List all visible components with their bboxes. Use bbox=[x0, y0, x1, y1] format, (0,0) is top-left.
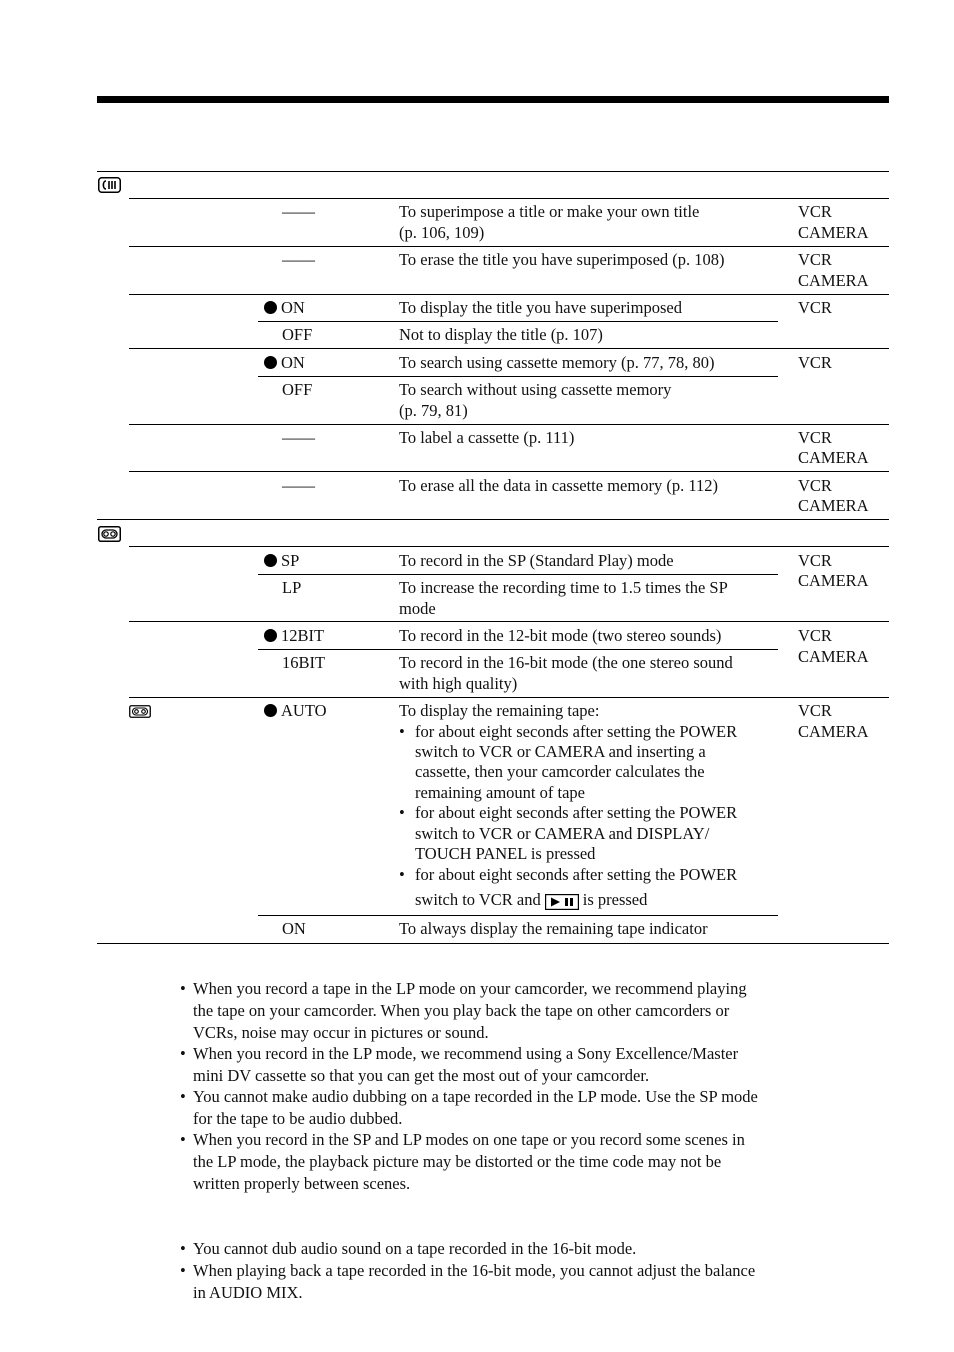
bullet-line: • for about eight seconds after setting the POWER bbox=[399, 722, 738, 741]
row-rule bbox=[129, 246, 889, 247]
table-top-rule bbox=[97, 171, 889, 172]
row-description: To display the remaining tape: bbox=[399, 701, 600, 720]
power-mode: VCR bbox=[798, 428, 832, 447]
default-marker-icon bbox=[264, 554, 277, 567]
note-line: When you record in the SP and LP modes on one tape or you record some scenes in bbox=[193, 1130, 745, 1149]
setting-label: ON bbox=[282, 919, 306, 938]
row-rule bbox=[129, 424, 889, 425]
setting-default bbox=[264, 353, 305, 374]
power-mode: CAMERA bbox=[798, 448, 869, 467]
header-rule bbox=[97, 96, 889, 103]
default-marker-icon bbox=[264, 629, 277, 642]
sub-row-rule bbox=[258, 376, 778, 377]
row-description: To label a cassette (p. 111) bbox=[399, 428, 575, 447]
bullet-line: • for about eight seconds after setting the POWER bbox=[399, 865, 738, 884]
note-line bbox=[180, 1129, 186, 1151]
bullet-icon: • bbox=[180, 1044, 186, 1063]
row-description: (p. 106, 109) bbox=[399, 223, 485, 242]
row-description: Not to display the title (p. 107) bbox=[399, 325, 603, 344]
note-line: mini DV cassette so that you can get the most out of your camcorder. bbox=[193, 1066, 650, 1085]
power-mode: VCR bbox=[798, 701, 832, 720]
section-rule bbox=[97, 519, 889, 520]
table-bottom-rule bbox=[97, 943, 889, 944]
row-description: To erase the title you have superimposed (p. 108) bbox=[399, 250, 725, 269]
note-line: the LP mode, the playback picture may be distorted or the time code may not be bbox=[193, 1152, 722, 1171]
default-marker-icon bbox=[264, 704, 277, 717]
setting-label: OFF bbox=[282, 325, 313, 344]
row-rule bbox=[129, 471, 889, 472]
row-description: To search using cassette memory (p. 77, 78, 80) bbox=[399, 353, 715, 372]
sub-row-rule bbox=[258, 915, 778, 916]
row-rule bbox=[129, 697, 889, 698]
setting-label: 12BIT bbox=[281, 626, 325, 645]
setting-default bbox=[264, 298, 305, 319]
power-mode: VCR bbox=[798, 250, 832, 269]
row-description: with high quality) bbox=[399, 674, 518, 693]
note-line: VCRs, noise may occur in pictures or sound. bbox=[193, 1023, 489, 1042]
bullet-icon: • bbox=[180, 1239, 186, 1258]
bullet-icon: • bbox=[180, 979, 186, 998]
row-description: To record in the 16-bit mode (the one stereo sound bbox=[399, 653, 733, 672]
row-rule bbox=[129, 546, 889, 547]
setting-default bbox=[264, 701, 327, 722]
no-setting-dash: —— bbox=[282, 428, 315, 447]
setting-label: LP bbox=[282, 578, 302, 597]
power-mode: VCR bbox=[798, 353, 832, 372]
power-mode: VCR bbox=[798, 626, 832, 645]
note-line: You cannot make audio dubbing on a tape recorded in the LP mode. Use the SP mode bbox=[193, 1087, 758, 1106]
setting-default bbox=[264, 551, 299, 572]
cassette-icon bbox=[129, 705, 151, 718]
note-line: When you record in the LP mode, we recommend using a Sony Excellence/Master bbox=[193, 1044, 739, 1063]
setting-label: ON bbox=[281, 298, 305, 317]
power-mode: CAMERA bbox=[798, 722, 869, 741]
note-line: written properly between scenes. bbox=[193, 1174, 411, 1193]
power-mode: CAMERA bbox=[798, 647, 869, 666]
row-description: To superimpose a title or make your own title bbox=[399, 202, 700, 221]
setting-label: OFF bbox=[282, 380, 313, 399]
power-mode: VCR bbox=[798, 551, 832, 570]
power-mode: CAMERA bbox=[798, 496, 869, 515]
row-description: To record in the SP (Standard Play) mode bbox=[399, 551, 674, 570]
no-setting-dash: —— bbox=[282, 202, 315, 221]
bullet-icon: • bbox=[399, 865, 405, 884]
bullet-line: • for about eight seconds after setting the POWER bbox=[399, 803, 738, 822]
setting-label: ON bbox=[281, 353, 305, 372]
bullet-line: switch to VCR or CAMERA and DISPLAY/ bbox=[415, 824, 710, 843]
row-rule bbox=[129, 198, 889, 199]
power-mode: VCR bbox=[798, 298, 832, 317]
row-description: mode bbox=[399, 599, 436, 618]
bullet-line: cassette, then your camcorder calculates the bbox=[415, 762, 705, 781]
cassette-icon bbox=[98, 526, 121, 542]
row-description: To erase all the data in cassette memory (p. 112) bbox=[399, 476, 718, 495]
bullet-line: switch to VCR or CAMERA and inserting a bbox=[415, 742, 706, 761]
bullet-icon: • bbox=[399, 722, 405, 741]
row-description: (p. 79, 81) bbox=[399, 401, 468, 420]
note-line bbox=[180, 978, 186, 1000]
power-mode: CAMERA bbox=[798, 271, 869, 290]
bullet-icon: • bbox=[180, 1261, 186, 1280]
note-line bbox=[180, 1043, 186, 1065]
row-description: To increase the recording time to 1.5 times the SP bbox=[399, 578, 728, 597]
bullet-line: switch to VCR and is pressed bbox=[415, 890, 648, 909]
row-rule bbox=[129, 621, 889, 622]
default-marker-icon bbox=[264, 301, 277, 314]
no-setting-dash: —— bbox=[282, 476, 315, 495]
row-rule bbox=[129, 348, 889, 349]
note-line: You cannot dub audio sound on a tape recorded in the 16-bit mode. bbox=[193, 1239, 637, 1258]
setting-default bbox=[264, 626, 324, 647]
power-mode: CAMERA bbox=[798, 223, 869, 242]
no-setting-dash: —— bbox=[282, 250, 315, 269]
power-mode: CAMERA bbox=[798, 571, 869, 590]
bullet-icon: • bbox=[180, 1087, 186, 1106]
sub-row-rule bbox=[258, 649, 778, 650]
row-description: To always display the remaining tape indicator bbox=[399, 919, 708, 938]
row-description: To search without using cassette memory bbox=[399, 380, 672, 399]
note-line bbox=[180, 1260, 186, 1282]
bullet-icon: • bbox=[180, 1130, 186, 1149]
note-line: When you record a tape in the LP mode on your camcorder, we recommend playing bbox=[193, 979, 747, 998]
row-description: To display the title you have superimposed bbox=[399, 298, 682, 317]
note-line: for the tape to be audio dubbed. bbox=[193, 1109, 403, 1128]
play-pause-icon bbox=[545, 894, 579, 910]
note-line: the tape on your camcorder. When you play back the tape on other camcorders or bbox=[193, 1001, 730, 1020]
sub-row-rule bbox=[258, 574, 778, 575]
note-line: in AUDIO MIX. bbox=[193, 1283, 303, 1302]
power-mode: VCR bbox=[798, 476, 832, 495]
bullet-icon: • bbox=[399, 803, 405, 822]
setting-label: SP bbox=[281, 551, 300, 570]
setting-label: AUTO bbox=[281, 701, 327, 720]
note-line bbox=[180, 1086, 186, 1108]
bullet-line: TOUCH PANEL is pressed bbox=[415, 844, 596, 863]
sub-row-rule bbox=[258, 321, 778, 322]
setting-label: 16BIT bbox=[282, 653, 326, 672]
row-description: To record in the 12-bit mode (two stereo sounds) bbox=[399, 626, 722, 645]
note-line bbox=[180, 1238, 186, 1260]
title-icon bbox=[98, 177, 121, 193]
default-marker-icon bbox=[264, 356, 277, 369]
power-mode: VCR bbox=[798, 202, 832, 221]
bullet-line: remaining amount of tape bbox=[415, 783, 585, 802]
note-line: When playing back a tape recorded in the 16-bit mode, you cannot adjust the balance bbox=[193, 1261, 756, 1280]
row-rule bbox=[129, 294, 889, 295]
